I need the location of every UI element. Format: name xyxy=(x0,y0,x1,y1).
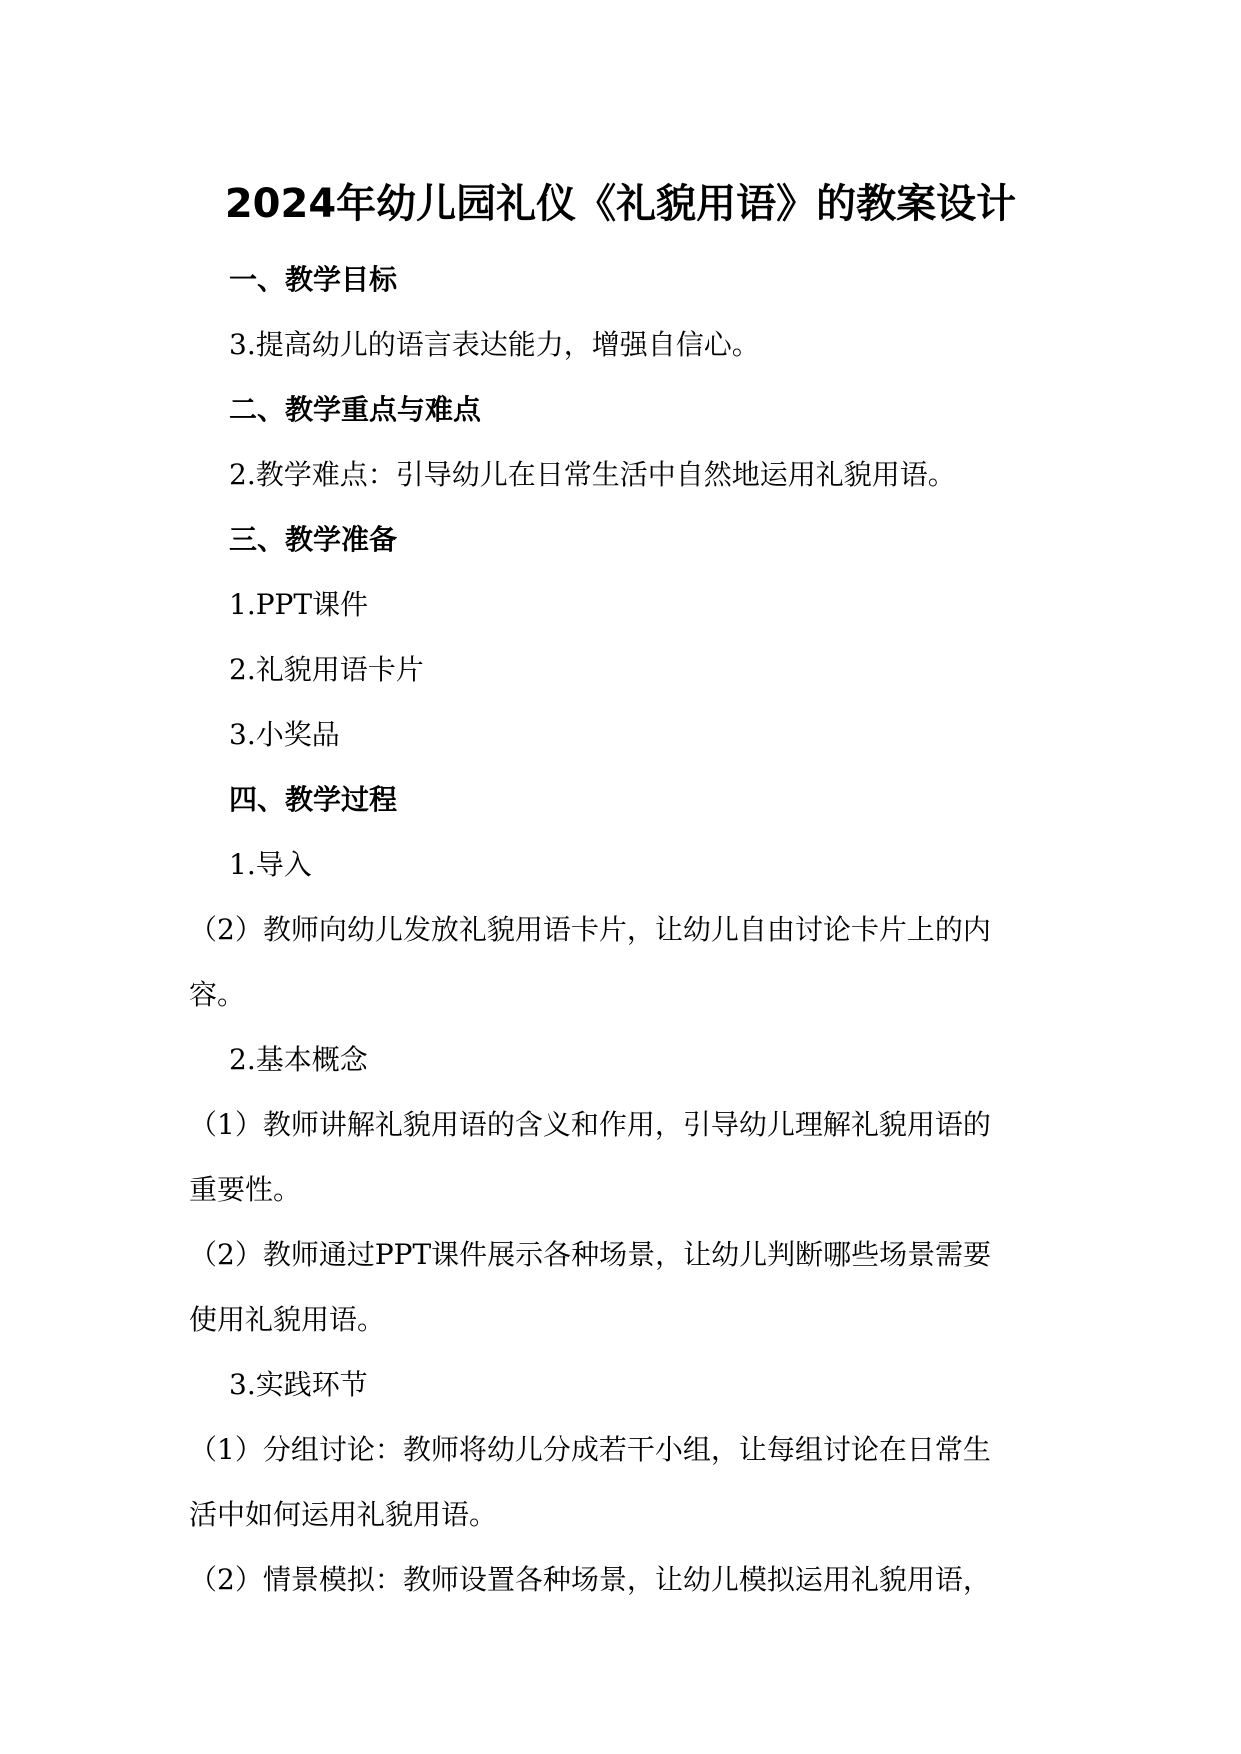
list-item: 3.小奖品 xyxy=(229,718,340,751)
paragraph-continuation: 容。 xyxy=(189,978,246,1011)
paragraph-continuation: 活中如何运用礼貌用语。 xyxy=(189,1498,498,1531)
paragraph: （1）分组讨论：教师将幼儿分成若干小组，让每组讨论在日常生 xyxy=(189,1433,991,1466)
section-heading-objectives: 一、教学目标 xyxy=(229,263,398,296)
paragraph: 3.提高幼儿的语言表达能力，增强自信心。 xyxy=(229,328,760,361)
paragraph: （1）教师讲解礼貌用语的含义和作用，引导幼儿理解礼貌用语的 xyxy=(189,1108,991,1141)
paragraph-continuation: 使用礼貌用语。 xyxy=(189,1303,386,1336)
subsection-heading: 1.导入 xyxy=(229,848,312,881)
paragraph: 2.教学难点：引导幼儿在日常生活中自然地运用礼貌用语。 xyxy=(229,458,956,491)
list-item: 1.PPT课件 xyxy=(229,588,369,621)
section-heading-process: 四、教学过程 xyxy=(229,783,398,816)
paragraph: （2）情景模拟：教师设置各种场景，让幼儿模拟运用礼貌用语， xyxy=(189,1563,991,1596)
paragraph: （2）教师向幼儿发放礼貌用语卡片，让幼儿自由讨论卡片上的内 xyxy=(189,913,991,946)
section-heading-key-points: 二、教学重点与难点 xyxy=(229,393,482,426)
subsection-heading: 3.实践环节 xyxy=(229,1368,368,1401)
document-title: 2024年幼儿园礼仪《礼貌用语》的教案设计 xyxy=(224,181,1017,227)
paragraph-continuation: 重要性。 xyxy=(189,1173,302,1206)
subsection-heading: 2.基本概念 xyxy=(229,1043,368,1076)
section-heading-preparation: 三、教学准备 xyxy=(229,523,398,556)
list-item: 2.礼貌用语卡片 xyxy=(229,653,424,686)
paragraph: （2）教师通过PPT课件展示各种场景，让幼儿判断哪些场景需要 xyxy=(189,1238,992,1271)
